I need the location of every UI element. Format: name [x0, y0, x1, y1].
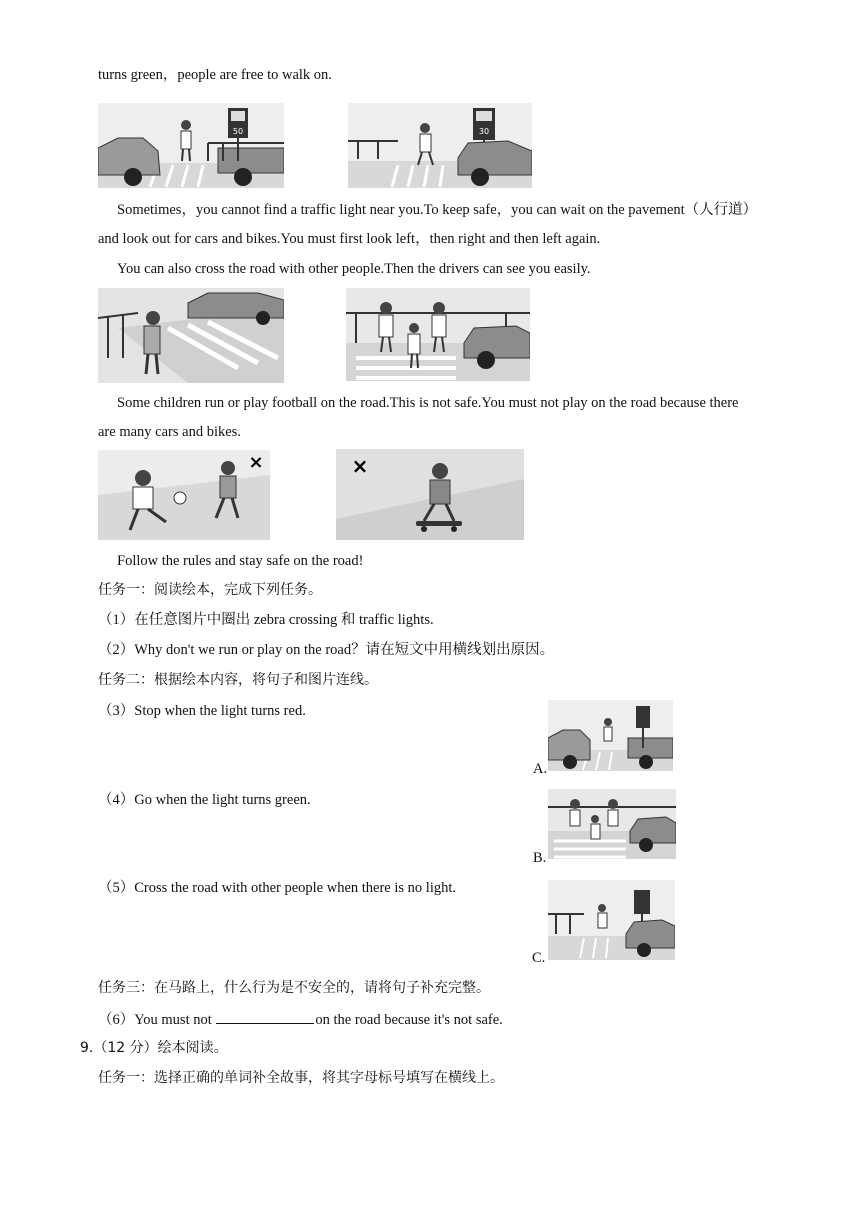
children-playing-football-picture — [98, 450, 270, 540]
people-crossing-together-picture — [346, 288, 530, 381]
light-number: 50 — [232, 127, 244, 136]
story-line: You can also cross the road with other people.Then the drivers can see you easily. — [117, 261, 591, 277]
story-line: are many cars and bikes. — [98, 424, 241, 440]
question-6-prefix: （6）You must not — [98, 1012, 212, 1028]
option-a-picture — [548, 700, 673, 771]
option-b-picture — [548, 789, 676, 859]
task1-title: 任务一：阅读绘本，完成下列任务。 — [98, 582, 322, 598]
question-3: （3）Stop when the light turns red. — [98, 703, 306, 719]
question-5: （5）Cross the road with other people when there is no light. — [98, 880, 457, 896]
answer-blank[interactable] — [216, 1011, 314, 1024]
pedestrian-waiting-red-light-picture — [98, 103, 284, 188]
story-line: Follow the rules and stay safe on the road! — [117, 553, 364, 569]
pedestrian-walking-green-light-picture — [348, 103, 532, 188]
cross-mark-icon: × — [351, 454, 369, 478]
option-label-a: A. — [533, 761, 548, 777]
task2-title: 任务二：根据绘本内容，将句子和图片连线。 — [98, 672, 378, 688]
question-9-header: 9.（12 分）绘本阅读。 — [80, 1040, 228, 1056]
option-c-picture — [548, 880, 675, 960]
question-9-task1: 任务一：选择正确的单词补全故事，将其字母标号填写在横线上。 — [98, 1070, 504, 1086]
question-4: （4）Go when the light turns green. — [98, 792, 311, 808]
option-label-b: B. — [533, 850, 547, 866]
story-line: Sometimes，you cannot find a traffic light near you.To keep safe，you can wait on the pavement（人行道） — [117, 202, 758, 218]
cross-mark-icon: × — [248, 452, 264, 473]
question-1: （1）在任意图片中圈出 zebra crossing 和 traffic lights. — [98, 612, 434, 628]
story-line: and look out for cars and bikes.You must first look left，then right and then left again. — [98, 231, 601, 247]
light-number: 30 — [478, 127, 490, 136]
story-line: turns green，people are free to walk on. — [98, 67, 332, 83]
option-label-c: C. — [532, 950, 546, 966]
boy-waiting-on-pavement-picture — [98, 288, 284, 383]
boy-skateboarding-picture — [336, 449, 524, 540]
story-line: Some children run or play football on the road.This is not safe.You must not play on the road because there — [117, 395, 739, 411]
question-6-suffix: on the road because it's not safe. — [315, 1012, 503, 1028]
task3-title: 任务三：在马路上，什么行为是不安全的，请将句子补充完整。 — [98, 980, 490, 996]
question-2: （2）Why don't we run or play on the road？请在短文中用横线划出原因。 — [98, 642, 555, 658]
question-6 — [98, 1011, 503, 1028]
